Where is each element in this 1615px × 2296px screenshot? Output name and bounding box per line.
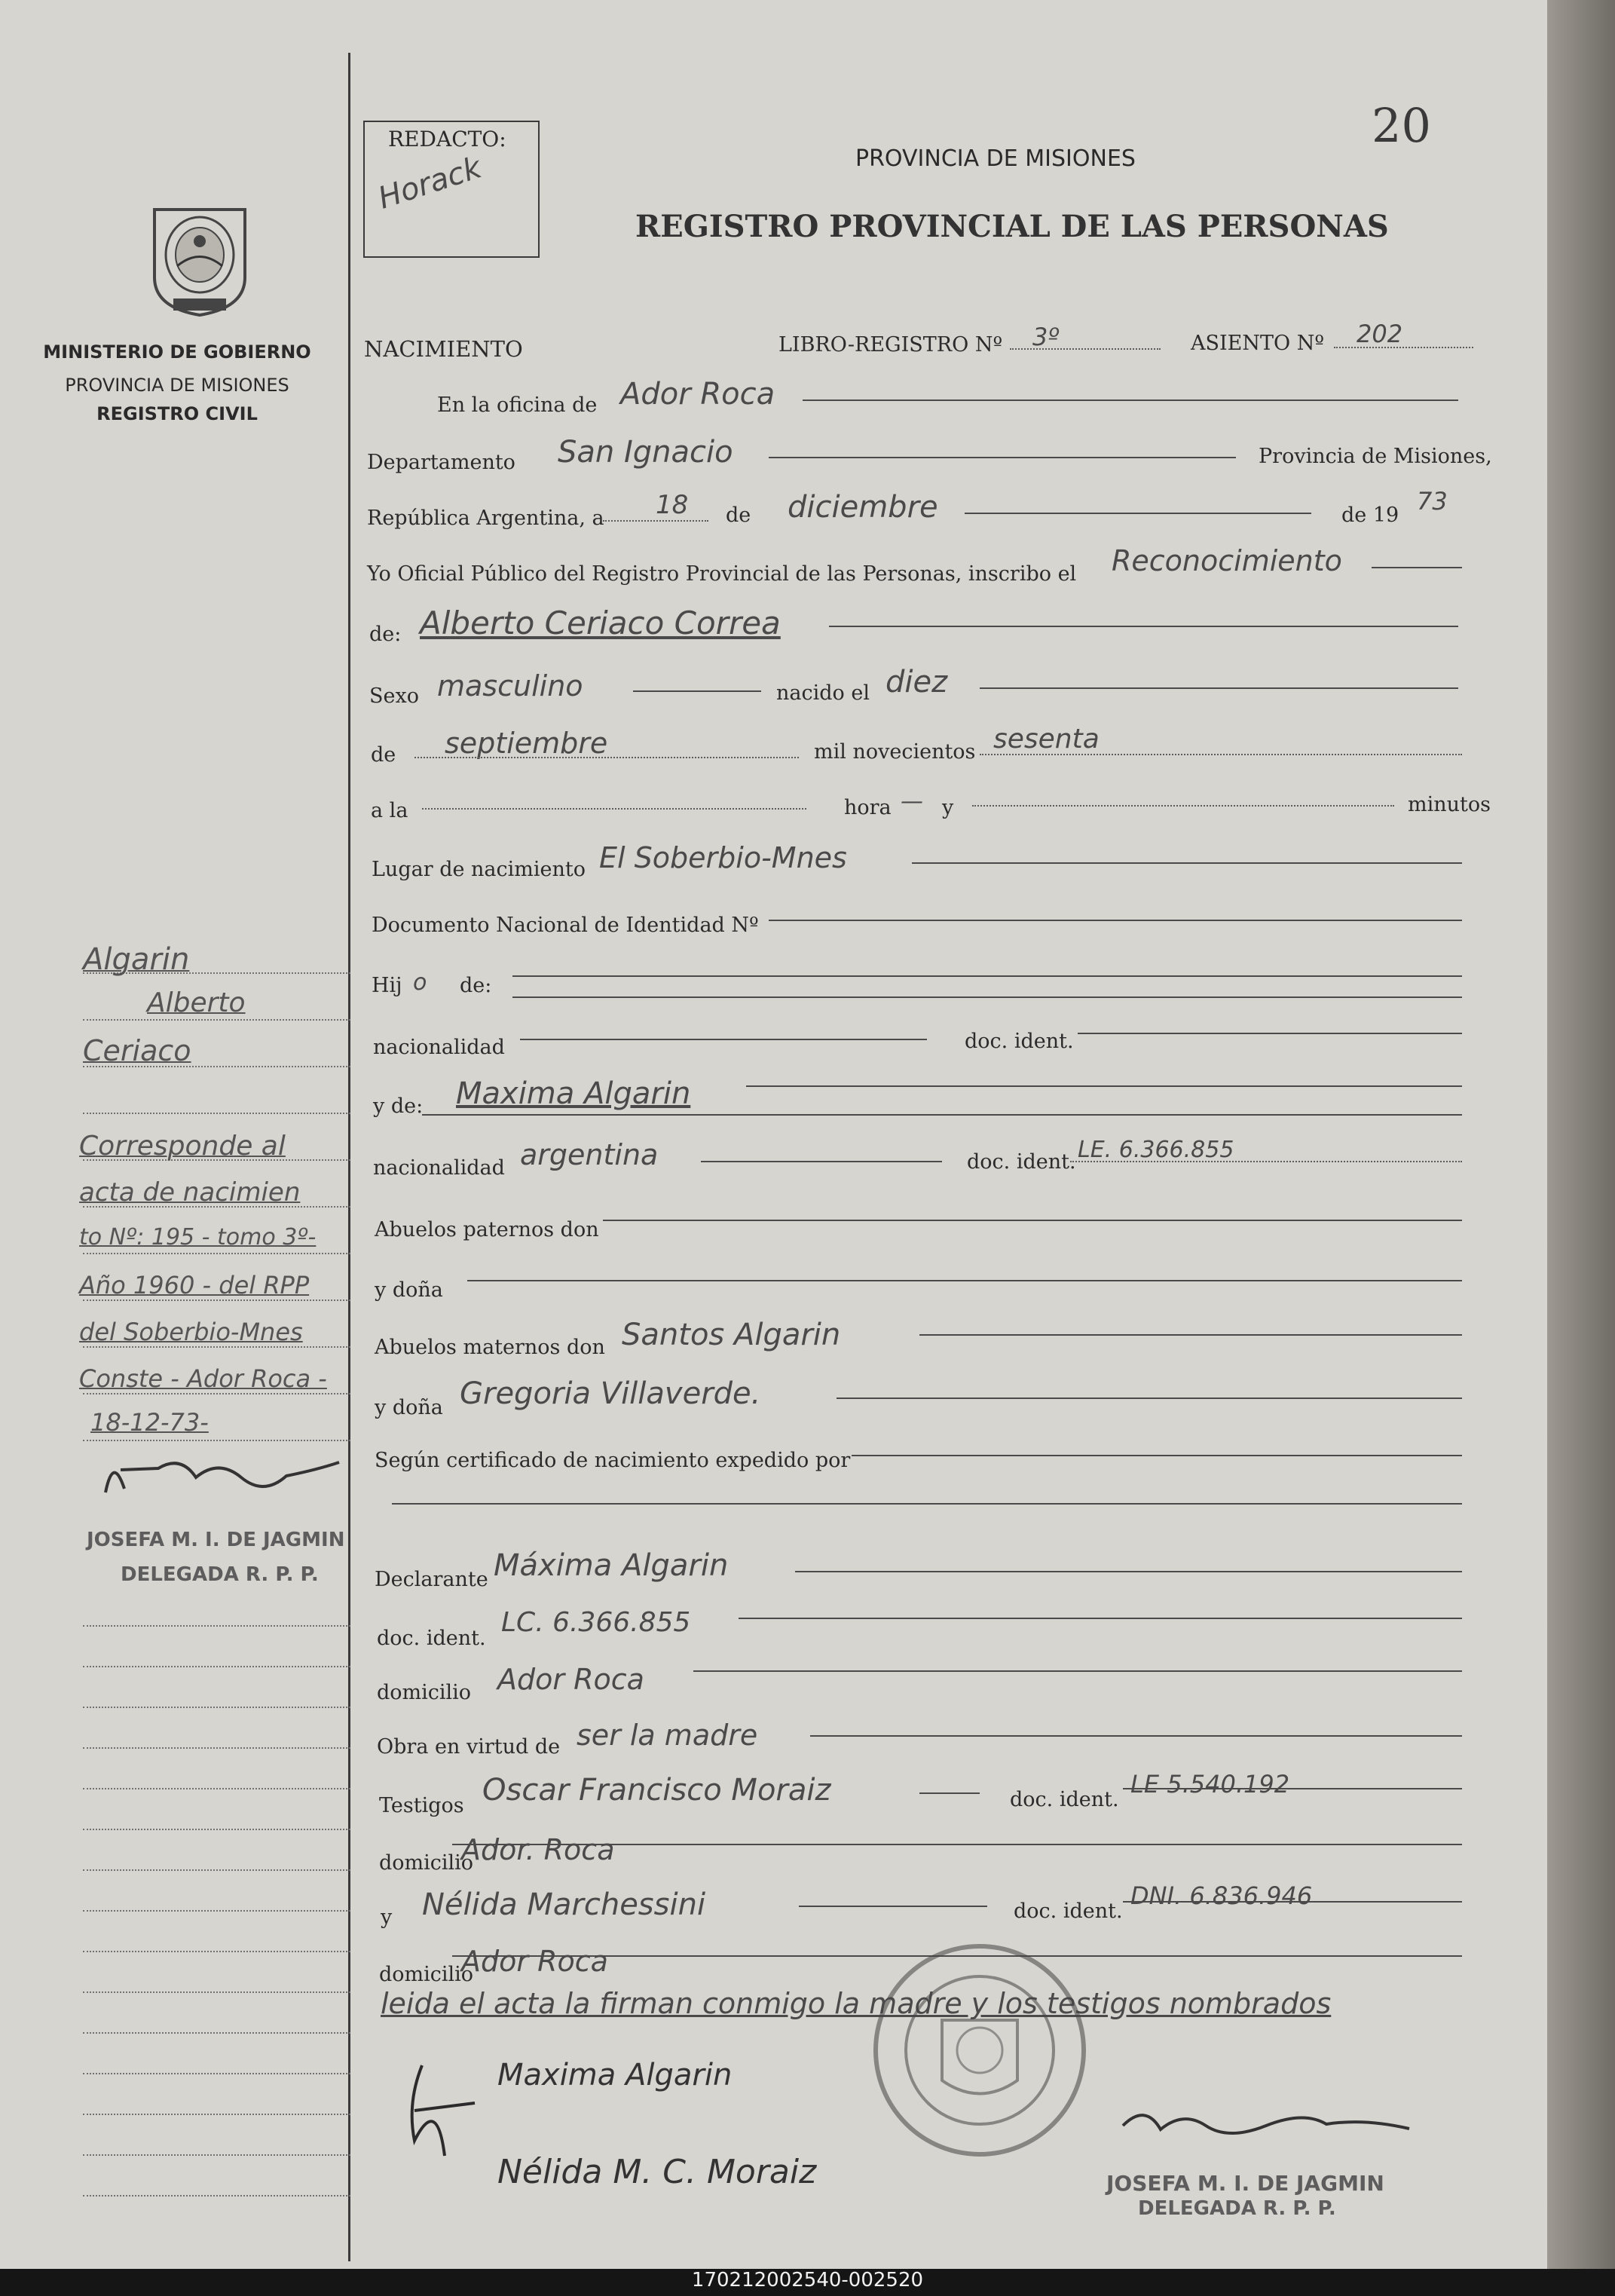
document-id: 170212002540-002520 xyxy=(691,2269,924,2291)
nombre-value: Alberto Ceriaco Correa xyxy=(420,605,781,641)
marginal-stamp-title: DELEGADA R. P. P. xyxy=(121,1563,319,1586)
madre-signature: Maxima Algarin xyxy=(497,2058,733,2092)
official-stamp-icon xyxy=(867,1937,1093,2163)
mes-value: diciembre xyxy=(788,490,938,525)
testigo1-docident-label: doc. ident. xyxy=(1010,1788,1119,1811)
abuela-p-label: y doña xyxy=(375,1278,443,1302)
margin-line xyxy=(83,1440,350,1441)
margin-line xyxy=(83,1253,350,1254)
testigo1-domicilio-label: domicilio xyxy=(379,1851,474,1875)
marginal-line: Ceriaco xyxy=(83,1034,191,1067)
delegada-name: JOSEFA M. I. DE JAGMIN xyxy=(1106,2171,1384,2196)
madre-nac-line xyxy=(701,1161,942,1162)
anio-value: 73 xyxy=(1417,487,1448,516)
madre-value: Maxima Algarin xyxy=(456,1076,691,1111)
oficina-value: Ador Roca xyxy=(620,377,775,412)
asiento-value: 202 xyxy=(1357,320,1403,348)
testigo1-dom-line xyxy=(452,1844,1462,1845)
madre-nacionalidad-label: nacionalidad xyxy=(373,1156,505,1180)
testigo1-value: Oscar Francisco Moraiz xyxy=(482,1773,831,1808)
mil-label: mil novecientos xyxy=(814,740,976,764)
padre-nac-line xyxy=(520,1039,927,1040)
declarante-label: Declarante xyxy=(375,1568,488,1591)
yde-label: y de: xyxy=(373,1094,424,1118)
decl-dom-line xyxy=(693,1670,1462,1672)
abuelos-paternos-label: Abuelos paternos don xyxy=(375,1218,599,1241)
testigos-label: Testigos xyxy=(379,1794,464,1817)
de-mes-label: de xyxy=(371,743,396,767)
marginal-signature-icon xyxy=(90,1447,347,1500)
hijo-de-label: de: xyxy=(460,974,492,997)
departamento-line xyxy=(769,457,1236,458)
testigo1-doc-value: LE 5.540.192 xyxy=(1130,1770,1290,1799)
margin-line xyxy=(83,1991,350,1993)
sexo-value: masculino xyxy=(437,669,583,703)
hijo-label: Hij xyxy=(372,974,402,997)
libro-value: 3º xyxy=(1032,323,1060,351)
delegada-signature-icon xyxy=(1115,2095,1417,2156)
inscribo-line xyxy=(1372,567,1462,568)
nombre-line xyxy=(829,626,1458,627)
declarante-line xyxy=(795,1571,1462,1572)
nacido-line xyxy=(980,687,1458,689)
abuela-m-line xyxy=(837,1397,1462,1399)
testigo2-value: Nélida Marchessini xyxy=(422,1887,706,1922)
provincia-label: Provincia de Misiones, xyxy=(1259,445,1492,468)
marginal-line: del Soberbio-Mnes xyxy=(79,1318,303,1346)
departamento-value: San Ignacio xyxy=(558,435,733,470)
closing-text: leida el acta la firman conmigo la madre y los testigos nombrados xyxy=(381,1987,1332,2020)
province-title: PROVINCIA DE MISIONES xyxy=(855,145,1136,172)
madre-doc-line xyxy=(1070,1161,1462,1162)
nacido-label: nacido el xyxy=(776,681,870,705)
padre-doc-line xyxy=(1078,1033,1462,1034)
madre-docident-label: doc. ident. xyxy=(967,1150,1076,1174)
margin-line xyxy=(83,1869,350,1871)
madre-line-2 xyxy=(422,1114,1462,1116)
asiento-line xyxy=(1334,347,1473,348)
margin-line xyxy=(83,1666,350,1667)
testigo2-dom-value: Ador Roca xyxy=(461,1945,608,1978)
abuela-p-line xyxy=(467,1280,1462,1281)
marginal-line: Conste - Ador Roca - xyxy=(79,1364,327,1393)
margin-line xyxy=(83,1625,350,1627)
margin-line xyxy=(83,2154,350,2156)
obra-label: Obra en virtud de xyxy=(377,1735,561,1759)
testigo1-dom-value: Ador. Roca xyxy=(461,1833,615,1866)
sexo-label: Sexo xyxy=(369,684,419,708)
margin-line xyxy=(83,1910,350,1912)
oficina-line xyxy=(803,400,1458,401)
padre-docident-label: doc. ident. xyxy=(965,1030,1074,1053)
registry-title: REGISTRO PROVINCIAL DE LAS PERSONAS xyxy=(635,209,1389,244)
segun-line xyxy=(852,1455,1462,1456)
margin-line xyxy=(83,1829,350,1830)
decl-doc-line xyxy=(739,1618,1462,1619)
redacto-signature: Horack xyxy=(374,150,486,216)
page-edge xyxy=(1547,0,1615,2269)
ministry-line-1: MINISTERIO DE GOBIERNO xyxy=(43,341,311,363)
ministry-line-3: REGISTRO CIVIL xyxy=(96,403,258,424)
y-label: y xyxy=(942,796,954,819)
ala-line xyxy=(422,808,806,810)
abuela-m-label: y doña xyxy=(375,1396,443,1419)
nacido-value: diez xyxy=(885,665,948,700)
margin-line xyxy=(83,1951,350,1952)
mes-line xyxy=(965,513,1311,514)
hora-label: hora xyxy=(844,796,892,819)
oficial-signature-icon xyxy=(392,2050,482,2163)
ala-label: a la xyxy=(371,799,408,822)
decl-domicilio-label: domicilio xyxy=(377,1681,472,1704)
testigo1-line xyxy=(919,1792,980,1794)
page-number: 20 xyxy=(1372,98,1431,153)
dni-label: Documento Nacional de Identidad Nº xyxy=(372,914,759,937)
declarante-value: Máxima Algarin xyxy=(494,1548,729,1583)
padre-line-2 xyxy=(512,996,1462,998)
marginal-line: acta de nacimien xyxy=(79,1177,301,1208)
dia-line xyxy=(603,520,708,522)
asiento-label: ASIENTO Nº xyxy=(1191,332,1325,355)
abuelo-m-value: Santos Algarin xyxy=(622,1318,841,1352)
de19-label: de 19 xyxy=(1341,504,1399,527)
de-label: de xyxy=(726,504,751,527)
margin-line xyxy=(83,2195,350,2197)
marginal-line: 18-12-73- xyxy=(90,1408,209,1437)
testigos-signature: Nélida M. C. Moraiz xyxy=(497,2153,817,2191)
marginal-line: Algarin xyxy=(83,942,190,977)
madre-line xyxy=(746,1085,1462,1087)
lugar-value: El Soberbio-Mnes xyxy=(599,841,847,874)
margin-line xyxy=(83,1019,350,1021)
testigo1-doc-line xyxy=(1123,1788,1462,1789)
inscribo-value: Reconocimiento xyxy=(1112,544,1342,577)
oficina-label: En la oficina de xyxy=(437,393,598,417)
nac-mes-line xyxy=(414,757,799,758)
departamento-label: Departamento xyxy=(367,451,515,474)
margin-line xyxy=(83,1393,350,1394)
republica-label: República Argentina, a xyxy=(367,507,604,530)
nac-mes-value: septiembre xyxy=(445,727,608,760)
sexo-line xyxy=(633,690,761,692)
dia-value: 18 xyxy=(656,490,689,520)
record-type-label: NACIMIENTO xyxy=(364,336,523,362)
segun-label: Según certificado de nacimiento expedido por xyxy=(375,1449,851,1472)
hijo-suffix: o xyxy=(413,969,427,996)
nac-anio-value: sesenta xyxy=(993,724,1100,755)
provincial-seal-icon xyxy=(143,194,256,319)
delegada-title: DELEGADA R. P. P. xyxy=(1138,2197,1336,2220)
obra-value: ser la madre xyxy=(577,1719,758,1752)
marginal-stamp-name: JOSEFA M. I. DE JAGMIN xyxy=(87,1529,345,1551)
margin-line xyxy=(83,1113,350,1114)
marginal-line: Corresponde al xyxy=(79,1131,286,1162)
abuelo-p-line xyxy=(603,1220,1462,1221)
ministry-line-2: PROVINCIA DE MISIONES xyxy=(65,375,289,396)
madre-nac-value: argentina xyxy=(520,1138,659,1171)
lugar-line xyxy=(912,862,1462,864)
marginal-line: Alberto xyxy=(147,987,246,1018)
decl-doc-value: LC. 6.366.855 xyxy=(501,1607,691,1638)
testigo2-line xyxy=(799,1906,987,1907)
segun-line-2 xyxy=(392,1503,1462,1505)
dni-line xyxy=(769,920,1462,921)
abuelo-m-line xyxy=(919,1334,1462,1336)
testigo2-doc-value: DNI. 6.836.946 xyxy=(1130,1881,1313,1910)
libro-line xyxy=(1010,348,1161,350)
hora-value: — xyxy=(901,788,923,815)
margin-line xyxy=(83,1788,350,1789)
testigo2-docident-label: doc. ident. xyxy=(1014,1900,1123,1923)
testigo2-domicilio-label: domicilio xyxy=(379,1963,474,1986)
minutos-label: minutos xyxy=(1408,793,1491,816)
margin-line xyxy=(83,2114,350,2115)
madre-doc-value: LE. 6.366.855 xyxy=(1078,1137,1234,1163)
decl-dom-value: Ador Roca xyxy=(497,1663,644,1696)
margin-line xyxy=(83,1707,350,1708)
margin-line xyxy=(83,1300,350,1301)
margin-line xyxy=(83,2073,350,2074)
de-nombre-label: de: xyxy=(369,623,402,646)
marginal-line: to Nº: 195 - tomo 3º- xyxy=(79,1224,317,1251)
minutos-line xyxy=(972,805,1394,807)
y2-label: y xyxy=(381,1906,393,1929)
testigo2-doc-line xyxy=(1123,1901,1462,1903)
padre-line-1 xyxy=(512,975,1462,977)
padre-nacionalidad-label: nacionalidad xyxy=(373,1036,505,1059)
abuela-m-value: Gregoria Villaverde. xyxy=(460,1376,761,1411)
abuelos-maternos-label: Abuelos maternos don xyxy=(375,1336,605,1359)
decl-docident-label: doc. ident. xyxy=(377,1627,486,1650)
margin-line xyxy=(83,1747,350,1749)
redacto-label: REDACTO: xyxy=(388,127,506,152)
margin-line xyxy=(83,1346,350,1348)
marginal-line: Año 1960 - del RPP xyxy=(79,1271,310,1300)
margin-line xyxy=(83,2032,350,2034)
lugar-label: Lugar de nacimiento xyxy=(372,858,586,881)
obra-line xyxy=(810,1735,1462,1737)
oficial-label: Yo Oficial Público del Registro Provincial de las Personas, inscribo el xyxy=(367,562,1077,586)
libro-label: LIBRO-REGISTRO Nº xyxy=(778,333,1003,357)
nac-anio-line xyxy=(980,754,1462,755)
